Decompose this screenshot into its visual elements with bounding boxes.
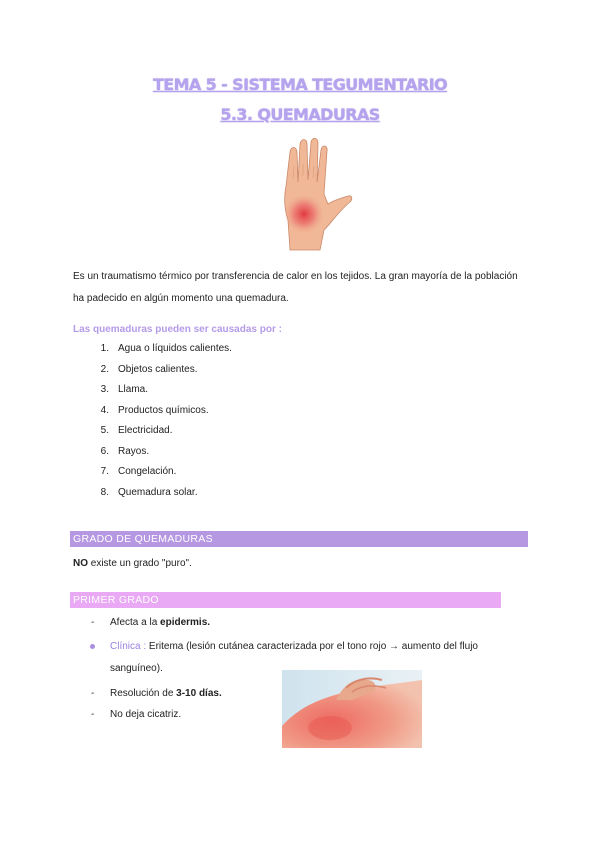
item-clinica-cont: sanguíneo).	[110, 663, 163, 674]
list-item: 4. Productos químicos.	[100, 404, 209, 416]
list-item: 1. Agua o líquidos calientes.	[100, 343, 232, 354]
list-item: 8. Quemadura solar.	[100, 486, 198, 498]
grado-note: NO existe un grado "puro".	[73, 558, 192, 569]
document-title: TEMA 5 - SISTEMA TEGUMENTARIO	[152, 75, 448, 94]
section-band-grado: GRADO DE QUEMADURAS	[70, 531, 528, 547]
list-item: 2. Objetos calientes.	[100, 363, 198, 375]
causes-heading: Las quemaduras pueden ser causadas por :	[73, 324, 282, 335]
hand-burn-illustration	[272, 138, 356, 252]
item-epidermis: Afecta a la epidermis.	[110, 617, 211, 628]
sunburn-shoulder-photo	[282, 670, 422, 748]
list-item: 7. Congelación.	[100, 466, 177, 477]
dot-bullet	[90, 644, 95, 649]
list-item: 6. Rayos.	[100, 445, 150, 457]
item-cicatriz: No deja cicatriz.	[110, 709, 182, 720]
list-item: 5. Electricidad.	[100, 425, 173, 436]
document-subtitle: 5.3. QUEMADURAS	[220, 105, 380, 124]
dash-bullet: -	[91, 688, 95, 699]
dash-bullet: -	[91, 617, 95, 628]
item-clinica: Clínica : Eritema (lesión cutánea caracterizada por el tono rojo → aumento del flujo	[110, 641, 478, 652]
item-resolucion: Resolución de 3-10 días.	[110, 688, 222, 699]
intro-line-1: Es un traumatismo térmico por transferencia de calor en los tejidos. La gran mayoría de la población	[73, 271, 518, 282]
causes-list	[73, 343, 232, 507]
dash-bullet: -	[91, 709, 95, 720]
list-item: 3. Llama.	[100, 384, 149, 395]
intro-line-2: ha padecido en algún momento una quemadura.	[73, 293, 289, 304]
section-band-primer-grado: PRIMER GRADO	[70, 592, 501, 608]
